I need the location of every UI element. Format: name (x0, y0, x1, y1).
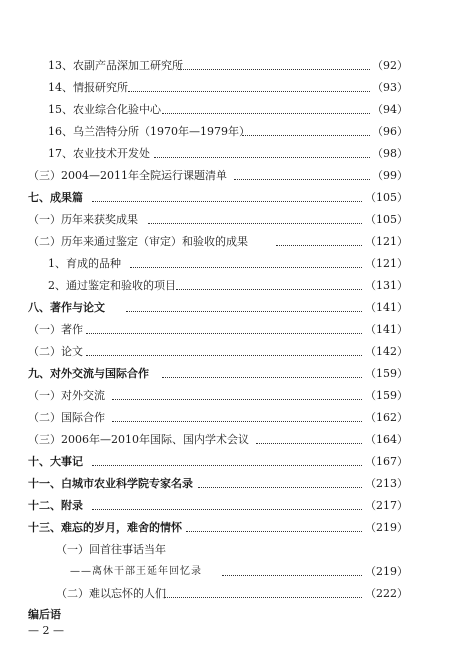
toc-entry-page: （219） (363, 518, 408, 538)
toc-leader-dots (176, 289, 376, 290)
toc-entry-title: 17、农业技术开发处 (48, 144, 152, 164)
toc-entry-page: （167） (363, 452, 408, 472)
toc-entry-page: （159） (363, 386, 408, 406)
toc-entry-page: （99） (370, 166, 408, 186)
toc-entry (0, 496, 450, 516)
toc-entry (0, 452, 450, 472)
toc-entry-title: 十二、附录 (28, 496, 85, 516)
toc-entry-title: 14、情报研究所 (48, 78, 130, 98)
toc-leader-dots (86, 333, 376, 334)
toc-entry-page: （142） (363, 342, 408, 362)
toc-entry-title: （一）回首往事话当年 (56, 540, 168, 560)
toc-leader-dots (276, 245, 376, 246)
toc-entry-page: （92） (370, 56, 408, 76)
toc-entry-title: 2、通过鉴定和验收的项目 (48, 276, 178, 296)
toc-entry-page: （105） (363, 210, 408, 230)
toc-entry-page: （159） (363, 364, 408, 384)
toc-leader-dots (178, 69, 376, 70)
toc-entry-page: （219） (363, 562, 408, 582)
toc-entry (0, 342, 450, 362)
toc-entry (0, 474, 450, 494)
toc-entry-title: （二）难以忘怀的人们 (56, 584, 168, 604)
toc-entry-page: （121） (363, 232, 408, 252)
toc-entry (0, 188, 450, 208)
toc-entry-title: 七、成果篇 (28, 188, 85, 208)
toc-leader-dots (148, 223, 376, 224)
toc-entry-title: 16、乌兰浩特分所（1970年—1979年） (48, 122, 252, 142)
toc-entry (0, 386, 450, 406)
toc-entry-page: （141） (363, 320, 408, 340)
toc-entry-page: （131） (363, 276, 408, 296)
toc-entry-page: （98） (370, 144, 408, 164)
toc-entry-title: （一）著作 (28, 320, 85, 340)
toc-entry (0, 562, 450, 582)
page-number: — 2 — (28, 624, 64, 637)
toc-leader-dots (222, 575, 376, 576)
toc-leader-dots (242, 135, 376, 136)
toc-leader-dots (162, 113, 376, 114)
afterword-heading: 编后语 (28, 608, 61, 621)
toc-entry (0, 122, 450, 142)
toc-entry (0, 408, 450, 428)
toc-entry-page: （121） (363, 254, 408, 274)
toc-leader-dots (130, 267, 376, 268)
toc-entry-title: （一）历年来获奖成果 (28, 210, 140, 230)
toc-entry-title: （三）2004—2011年全院运行课题清单 (28, 166, 229, 186)
toc-leader-dots (154, 157, 376, 158)
toc-entry-page: （96） (370, 122, 408, 142)
toc-entry-page: （93） (370, 78, 408, 98)
toc-leader-dots (112, 399, 376, 400)
toc-entry-title: （一）对外交流 (28, 386, 107, 406)
toc-entry-title: （二）历年来通过鉴定（审定）和验收的成果 (28, 232, 250, 252)
toc-entry-title: 八、著作与论文 (28, 298, 107, 318)
toc-entry-page: （105） (363, 188, 408, 208)
toc-entry-title: （二）国际合作 (28, 408, 107, 428)
toc-entry-title: （二）论文 (28, 342, 85, 362)
toc-entry (0, 320, 450, 340)
toc-leader-dots (128, 91, 376, 92)
toc-entry (0, 584, 450, 604)
toc-leader-dots (162, 377, 376, 378)
toc-entry-page: （217） (363, 496, 408, 516)
toc-entry (0, 276, 450, 296)
toc-entry (0, 56, 450, 76)
toc-entry (0, 100, 450, 120)
toc-entry (0, 166, 450, 186)
toc-entry (0, 364, 450, 384)
toc-entry (0, 232, 450, 252)
toc-entry (0, 144, 450, 164)
toc-entry-page: （164） (363, 430, 408, 450)
toc-entry-page: （94） (370, 100, 408, 120)
toc-entry-title: 十、大事记 (28, 452, 85, 472)
toc-leader-dots (92, 201, 376, 202)
toc-entry-title: 九、对外交流与国际合作 (28, 364, 151, 384)
toc-entry (0, 430, 450, 450)
toc-entry (0, 518, 450, 538)
toc-leader-dots (186, 531, 376, 532)
toc-leader-dots (198, 487, 376, 488)
toc-entry (0, 210, 450, 230)
toc-leader-dots (92, 509, 376, 510)
toc-entry-title: 13、农副产品深加工研究所 (48, 56, 185, 76)
toc-entry-page: （222） (363, 584, 408, 604)
toc-leader-dots (256, 443, 376, 444)
toc-entry-page: （213） (363, 474, 408, 494)
toc-entry-page: （162） (363, 408, 408, 428)
toc-leader-dots (126, 311, 376, 312)
toc-entry-title: 1、育成的品种 (48, 254, 123, 274)
toc-entry-title: 十三、难忘的岁月，难舍的情怀 (28, 518, 184, 538)
toc-leader-dots (92, 465, 376, 466)
toc-entry-page: （141） (363, 298, 408, 318)
toc-entry (0, 540, 450, 560)
toc-entry-title: （三）2006年—2010年国际、国内学术会议 (28, 430, 251, 450)
toc-leader-dots (112, 421, 376, 422)
toc-leader-dots (234, 179, 376, 180)
toc-entry (0, 254, 450, 274)
toc-leader-dots (86, 355, 376, 356)
toc-entry-title: 十一、白城市农业科学院专家名录 (28, 474, 195, 494)
toc-entry (0, 298, 450, 318)
toc-entry (0, 78, 450, 98)
toc-leader-dots (164, 597, 376, 598)
toc-entry-title: 15、农业综合化验中心 (48, 100, 163, 120)
toc-entry-title: ——离休干部王延年回忆录 (70, 562, 204, 582)
